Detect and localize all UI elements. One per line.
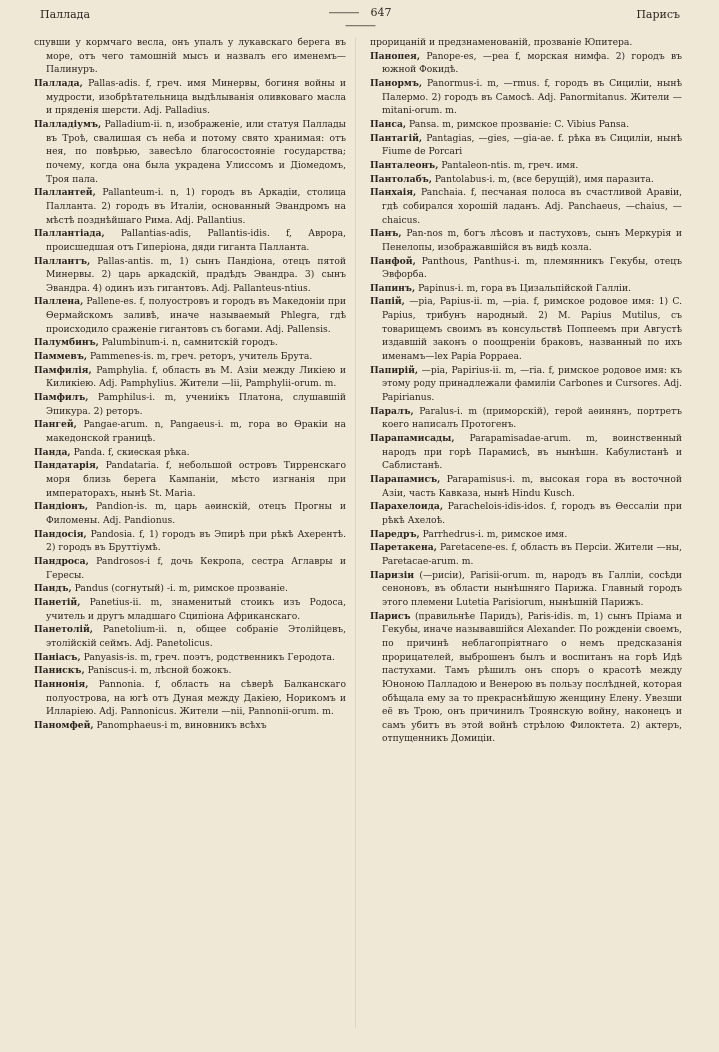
dictionary-entry — [34, 555, 346, 582]
entry-definition: Paniscus-i. m, лѣсной божокъ. — [87, 665, 232, 677]
entry-headword: Памфилъ, — [34, 392, 89, 404]
dictionary-entry — [370, 36, 682, 50]
entry-headword: Пантагій, — [370, 132, 423, 144]
entry-definition: Pamphylia. f, область въ М. Азіи между Ликіею и Киликіею. Adj. Pamphylius. Жители —lii, Pamphylii-orum. m. — [46, 364, 346, 390]
entry-definition: Pandus (согнутый) -i. m, римское прозваніе. — [74, 583, 288, 595]
entry-definition: Pansa. m, римское прозваніе: C. Vibius Pansa. — [409, 118, 630, 130]
dictionary-entry — [34, 36, 346, 77]
entry-definition: Panda. f, скиѳская рѣка. — [73, 446, 190, 458]
dictionary-entry — [34, 295, 346, 336]
dictionary-entry — [370, 282, 682, 296]
entry-headword: Панда, — [34, 446, 71, 458]
dictionary-entry — [34, 719, 346, 733]
entry-headword: Папинъ, — [370, 282, 416, 294]
entry-definition: Parapamisus-i. m, высокая гора въ восточной Азіи, часть Кавказа, нынѣ Hindu Kusch. — [382, 474, 683, 499]
dictionary-entry — [34, 446, 346, 460]
dictionary-entry — [370, 173, 682, 187]
entry-definition: Pammenes-is. m, греч. реторъ, учитель Брута. — [90, 351, 313, 363]
entry-definition: Panthous, Panthus-i. m, племянникъ Гекубы, отецъ Эвфорба. — [382, 255, 683, 281]
entry-headword: Паллантъ, — [34, 255, 91, 267]
dictionary-entry — [34, 500, 346, 527]
entry-headword: Парапамисады, — [370, 433, 455, 445]
entry-definition: Pallantias-adis, Pallantis-idis. f, Аврора, происшедшая отъ Гиперіона, дяди гиганта Палланта. — [46, 228, 346, 253]
entry-headword: Панопея, — [370, 50, 421, 62]
entry-definition: Pan-nos m, богъ лѣсовъ и пастуховъ, сынъ Меркурія и Пенелопы, изображавшійся въ видѣ козла. — [382, 228, 683, 253]
entry-headword: Пандъ, — [34, 583, 72, 595]
entry-definition: Panormus-i. m, —rmus. f, городъ въ Сициліи, нынѣ Палермо. 2) городъ въ Самосѣ. Adj. Panormitanus. Жители —mitani-orum. m. — [382, 77, 682, 117]
entry-definition: Panyasis-is. m, греч. поэтъ, родственникъ Геродота. — [83, 651, 335, 663]
dictionary-entry — [370, 132, 682, 159]
dictionary-entry — [370, 432, 682, 473]
dash-right: ——— — [345, 19, 375, 32]
entry-headword: Паризіи — [370, 569, 415, 581]
dictionary-entry — [34, 664, 346, 678]
entry-definition: спувши у кормчаго весла, онъ упалъ у лукавскаго берега въ море, отъ чего тамошній мысъ и назвалъ его именемъ—Палинуръ. — [34, 37, 346, 76]
running-head-left: Паллада — [40, 8, 91, 21]
dictionary-entry — [370, 159, 682, 173]
entry-headword: Пангей, — [34, 419, 77, 431]
entry-headword: Панъ, — [370, 228, 402, 240]
dictionary-entry — [34, 418, 346, 445]
dictionary-entry — [34, 118, 346, 186]
entry-definition: Pandosia. f, 1) городъ въ Эпирѣ при рѣкѣ Ахерентѣ. 2) городъ въ Бруттіумѣ. — [46, 528, 347, 554]
dictionary-entry — [370, 405, 682, 432]
entry-definition: (правильнѣе Паридъ), Paris-idis. m, 1) сынъ Пріама и Гекубы, иначе называвшійся Alexander. По рожденіи своемъ, по причинѣ неблагопріятнаго о немъ предсказанія прорицателей, выброшенъ былъ и воспитанъ на горѣ Идѣ пастухами. Тамъ рѣшилъ онъ споръ о красотѣ между Юноною Палладою и Венерою въ пользу послѣдней, которая обѣщала ему за то прекраснѣйшую женщину Елену. Увезши её въ Трою, онъ причинилъ Троянскую войну, наконецъ и самъ убитъ въ этой войнѣ стрѣлою Филоктета. 2) актеръ, отпущенникъ Домиціи. — [382, 610, 682, 745]
dictionary-entry — [34, 336, 346, 350]
right-column — [370, 36, 682, 746]
entry-headword: Памфилія, — [34, 364, 92, 376]
running-head-right: Парисъ — [636, 8, 680, 21]
entry-definition: Pantagias, —gies, —gia-ae. f. рѣка въ Сициліи, нынѣ Fiume de Porcari — [382, 132, 683, 158]
dictionary-entry — [34, 623, 346, 650]
dictionary-entry — [370, 255, 682, 282]
dictionary-entry — [370, 500, 682, 527]
entry-headword: Паралъ, — [370, 405, 414, 417]
entry-definition: Pallene-es. f, полуостровъ и городъ въ Македоніи при Ѳермайскомъ заливѣ, иначе называемый Phlegra, гдѣ происходило сраженіе гигантовъ съ богами. Adj. Pallensis. — [46, 296, 346, 335]
entry-headword: Паннонія, — [34, 678, 89, 690]
entry-definition: Pallas-antis. m, 1) сынъ Пандіона, отецъ пятой Минервы. 2) царь аркадскій, прадѣдъ Эвандра. 3) сынъ Эвандра. 4) одинъ изъ гигантовъ. Adj. Pallanteus-ntius. — [46, 255, 346, 294]
dictionary-entry — [370, 118, 682, 132]
dictionary-entry — [34, 651, 346, 665]
page-number: 647 — [370, 6, 392, 19]
entry-definition: Pangae-arum. n, Pangaeus-i. m, гора во Ѳракіи на македонской границѣ. — [46, 419, 347, 445]
entry-definition: Parapamisadae-arum. m, воинственный народъ при горѣ Парамисѣ, въ нынѣшн. Кабулистанѣ и Саблистанѣ. — [382, 433, 682, 472]
entry-headword: Пандіонъ, — [34, 501, 89, 513]
dictionary-entry — [34, 391, 346, 418]
page-number-line — [302, 6, 418, 32]
entry-definition: (—рисіи), Parisii-orum. m, народъ въ Галліи, сосѣди сеноновъ, въ области нынѣшняго Парижа. Главный городъ этого племени Lutetia Parisiorum, нынѣшній Парижъ. — [382, 569, 682, 608]
dictionary-entry — [34, 459, 346, 500]
entry-headword: Пантолабъ, — [370, 173, 432, 185]
dictionary-entry — [34, 528, 346, 555]
dictionary-entry — [34, 364, 346, 391]
entry-definition: —pia, Papirius-ii. m, —ria. f, римское родовое имя: къ этому роду принадлежали фамиліи Carbones и Cursores. Adj. Papirianus. — [382, 364, 683, 404]
entry-headword: Панискъ, — [34, 665, 85, 677]
dictionary-entry — [34, 350, 346, 364]
entry-headword: Паредръ, — [370, 528, 420, 540]
entry-headword: Парисъ — [370, 610, 411, 622]
page-header — [40, 6, 680, 32]
entry-headword: Парахелоида, — [370, 501, 444, 513]
dictionary-entry — [34, 255, 346, 296]
left-column — [34, 36, 346, 732]
entry-headword: Паретакена, — [370, 542, 437, 554]
entry-headword: Панетій, — [34, 596, 81, 608]
entry-definition: Paretacene-es. f, область въ Персіи. Жители —ны, Paretacae-arum. m. — [382, 542, 682, 567]
dictionary-entry — [370, 569, 682, 610]
entry-headword: Папій, — [370, 296, 405, 308]
entry-headword: Паллантей, — [34, 187, 96, 199]
entry-headword: Паллантіада, — [34, 228, 105, 240]
dictionary-entry — [34, 678, 346, 719]
entry-definition: Pandrosos-i f, дочь Кекропа, сестра Аглавры и Гересы. — [46, 555, 346, 581]
entry-definition: Panetius-ii. m, знаменитый стоикъ изъ Родоса, учитель и другъ младшаго Сципіона Африканскаго. — [46, 596, 347, 622]
entry-definition: Parachelois-idis-idos. f, городъ въ Ѳессаліи при рѣкѣ Ахелоѣ. — [382, 501, 683, 526]
entry-definition: Pantaleon-ntis. m, греч. имя. — [441, 159, 579, 171]
dictionary-entry — [370, 227, 682, 254]
entry-headword: Палладіумъ, — [34, 118, 102, 130]
entry-definition: Panope-es, —pea f, морская нимфа. 2) городъ въ южной Фокидѣ. — [382, 50, 682, 76]
entry-definition: Palladium-ii. n, изображеніе, или статуя Паллады въ Троѣ, свалишая съ неба и потому свято хранимая: отъ нея, по повѣрью, завесѣло благосостояніе государства; почему, когда она была украдена Улиссомъ и Діомедомъ, Троя пала. — [46, 118, 346, 185]
entry-definition: Palumbinum-i. n, самнитскій городъ. — [101, 337, 278, 349]
entry-headword: Панетолій, — [34, 624, 94, 636]
dictionary-entry — [370, 610, 682, 747]
entry-definition: Pandataria. f, небольшой островъ Тирренскаго моря близь берега Кампаніи, мѣсто изгнанія при императорахъ, нынѣ St. Maria. — [46, 460, 347, 499]
entry-headword: Паніасъ, — [34, 651, 81, 663]
dictionary-entry — [370, 528, 682, 542]
dictionary-entry — [370, 186, 682, 227]
entry-definition: Paralus-i. m (приморскій), герой аѳинянъ, портретъ коего написалъ Протогенъ. — [382, 405, 683, 431]
entry-headword: Пандосія, — [34, 528, 87, 540]
entry-headword: Паллена, — [34, 296, 84, 308]
entry-definition: Pannonia. f, область на сѣверѣ Балканскаго полуострова, на югѣ отъ Дуная между Дакіею, Норикомъ и Илларіею. Adj. Pannonicus. Жители —nii, Pannonii-orum. m. — [46, 678, 346, 718]
dictionary-entry — [34, 582, 346, 596]
entry-headword: Панталеонъ, — [370, 159, 439, 171]
dictionary-entry — [34, 227, 346, 254]
dash-left: ——— — [328, 6, 359, 19]
entry-definition: Pallas-adis. f, греч. имя Минервы, богиня войны и мудрости, изобрѣтательница выдѣлыванія оливковаго масла и пряденія шерсти. Adj. Palladius. — [46, 77, 346, 117]
entry-definition: Pantolabus-i. m, (все берущій), имя паразита. — [434, 173, 654, 185]
entry-definition: Pallanteum-i. n, 1) городъ въ Аркадіи, столица Палланта. 2) городъ въ Италіи, основанный Эвандромъ на мѣстѣ позднѣйшаго Рима. Adj. Pallantius. — [46, 187, 346, 226]
entry-headword: Палумбинъ, — [34, 337, 99, 349]
entry-headword: Паммевъ, — [34, 351, 88, 363]
entry-headword: Паллада, — [34, 77, 83, 89]
column-gutter — [355, 38, 356, 1028]
dictionary-entry — [370, 364, 682, 405]
entry-headword: Пандроса, — [34, 555, 89, 567]
entry-definition: Panchaia. f, песчаная полоса въ счастливой Аравіи, гдѣ собирался хорошій ладанъ. Adj. Panchaeus, —chaius, —chaicus. — [382, 187, 683, 226]
entry-headword: Паномфей, — [34, 719, 94, 731]
entry-headword: Панфой, — [370, 255, 416, 267]
entry-headword: Панса, — [370, 118, 407, 130]
dictionary-entry — [34, 77, 346, 118]
entry-headword: Папирій, — [370, 364, 419, 376]
dictionary-entry — [370, 541, 682, 568]
dictionary-entry — [370, 295, 682, 363]
entry-headword: Панхаія, — [370, 187, 417, 199]
entry-headword: Панормъ, — [370, 77, 423, 89]
entry-definition: Parrhedrus-i. m, римское имя. — [422, 528, 568, 540]
dictionary-entry — [370, 473, 682, 500]
entry-definition: Panetolium-ii. n, общее собраніе Этолійцевъ, этолійскій сеймъ. Adj. Panetolicus. — [46, 624, 347, 649]
dictionary-entry — [370, 77, 682, 118]
dictionary-entry — [34, 596, 346, 623]
dictionary-entry — [34, 186, 346, 227]
entry-definition: Panomphaeus-i m, виновникъ всѣхъ — [96, 719, 267, 731]
entry-definition: —pia, Papius-ii. m, —pia. f, римское родовое имя: 1) C. Papius, трибунъ народный. 2) M. Papius Mutilus, съ товарищемъ своимъ въ консульствѣ Поппеемъ при Августѣ издавшій законъ о поощреніи браковъ, названный по ихъ именамъ—lex Papia Poppaea. — [382, 296, 683, 363]
entry-headword: Пандатарія, — [34, 460, 99, 472]
entry-definition: Pandion-is. m, царь аѳинскій, отецъ Прогны и Филомены. Adj. Pandionus. — [46, 501, 346, 526]
entry-definition: Pamphilus-i. m, учениікъ Платона, слушавшій Эпикура. 2) реторъ. — [46, 392, 346, 417]
entry-definition: прорицаній и предзнаменованій, прозваніе Юпитера. — [370, 37, 633, 48]
dictionary-entry — [370, 50, 682, 77]
entry-definition: Papinus-i. m, гора въ Цизальпійской Галліи. — [418, 282, 632, 294]
entry-headword: Парапамисъ, — [370, 474, 441, 485]
